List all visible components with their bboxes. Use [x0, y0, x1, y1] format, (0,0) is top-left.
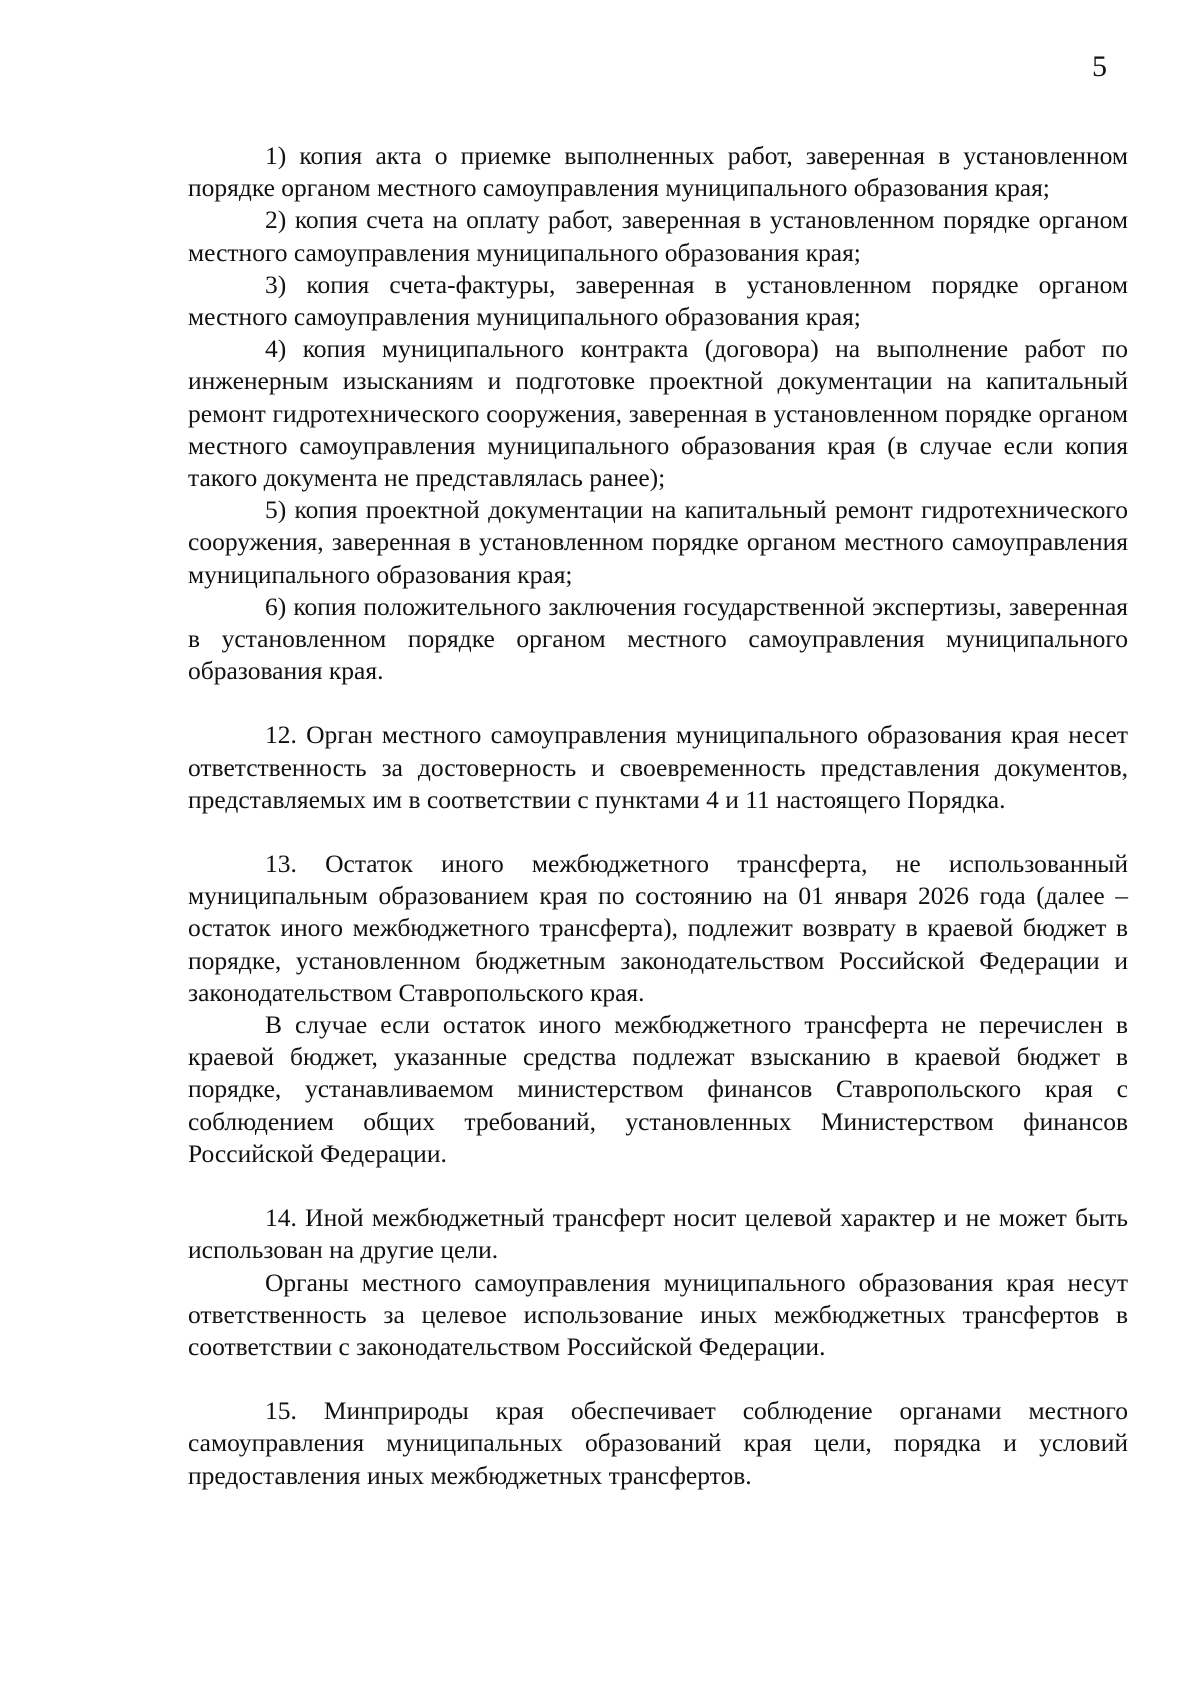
clause-12: 12. Орган местного самоуправления муниципального образования края несет ответственность за достоверность и своевременность представления документов, представляемых им в соответствии с пунктами 4 и 11 настоящего Порядка. — [188, 720, 1128, 814]
document-body — [188, 140, 1128, 1492]
list-item-3: 3) копия счета-фактуры, заверенная в установленном порядке органом местного самоуправления муниципального образования края; — [188, 269, 1128, 332]
clause-14: 14. Иной межбюджетный трансферт носит целевой характер и не может быть использован на другие цели. — [188, 1203, 1128, 1265]
list-item-1: 1) копия акта о приемке выполненных работ, заверенная в установленном порядке органом местного самоуправления муниципального образования края; — [188, 141, 1128, 203]
clause-13: 13. Остаток иного межбюджетного трансферта, не использованный муниципальным образованием края по состоянию на 01 января 2026 года (далее – остаток иного межбюджетного трансферта), подлежит возврату в краевой бюджет в порядке, установленном бюджетным законодательством Российской Федерации и законодательством Ставропольского края. — [188, 849, 1128, 1007]
clause-15: 15. Минприроды края обеспечивает соблюдение органами местного самоуправления муниципальных образований края цели, порядка и условий предоставления иных межбюджетных трансфертов. — [188, 1396, 1128, 1490]
page-number: 5 — [1092, 50, 1107, 83]
list-item-4: 4) копия муниципального контракта (договора) на выполнение работ по инженерным изысканиям и подготовке проектной документации на капитальный ремонт гидротехнического сооружения, заверенная в установленном порядке органом местного самоуправления муниципального образования края (в случае если копия такого документа не представлялась ранее); — [188, 334, 1128, 493]
list-item-5: 5) копия проектной документации на капитальный ремонт гидротехнического сооружения, заверенная в установленном порядке органом местного самоуправления муниципального образования края; — [188, 495, 1128, 589]
list-item-2: 2) копия счета на оплату работ, заверенная в установленном порядке органом местного самоуправления муниципального образования края; — [188, 205, 1128, 267]
clause-13-paragraph-2: В случае если остаток иного межбюджетного трансферта не перечислен в краевой бюджет, указанные средства подлежат взысканию в краевой бюджет в порядке, устанавливаемом министерством финансов Ставропольского края с соблюдением общих требований, установленных Министерством финансов Российской Федерации. — [188, 1010, 1128, 1168]
list-item-6: 6) копия положительного заключения государственной экспертизы, заверенная в установленном порядке органом местного самоуправления муниципального образования края. — [188, 591, 1128, 686]
clause-14-paragraph-2: Органы местного самоуправления муниципального образования края несут ответственность за целевое использование иных межбюджетных трансфертов в соответствии с законодательством Российской Федерации. — [188, 1267, 1128, 1361]
